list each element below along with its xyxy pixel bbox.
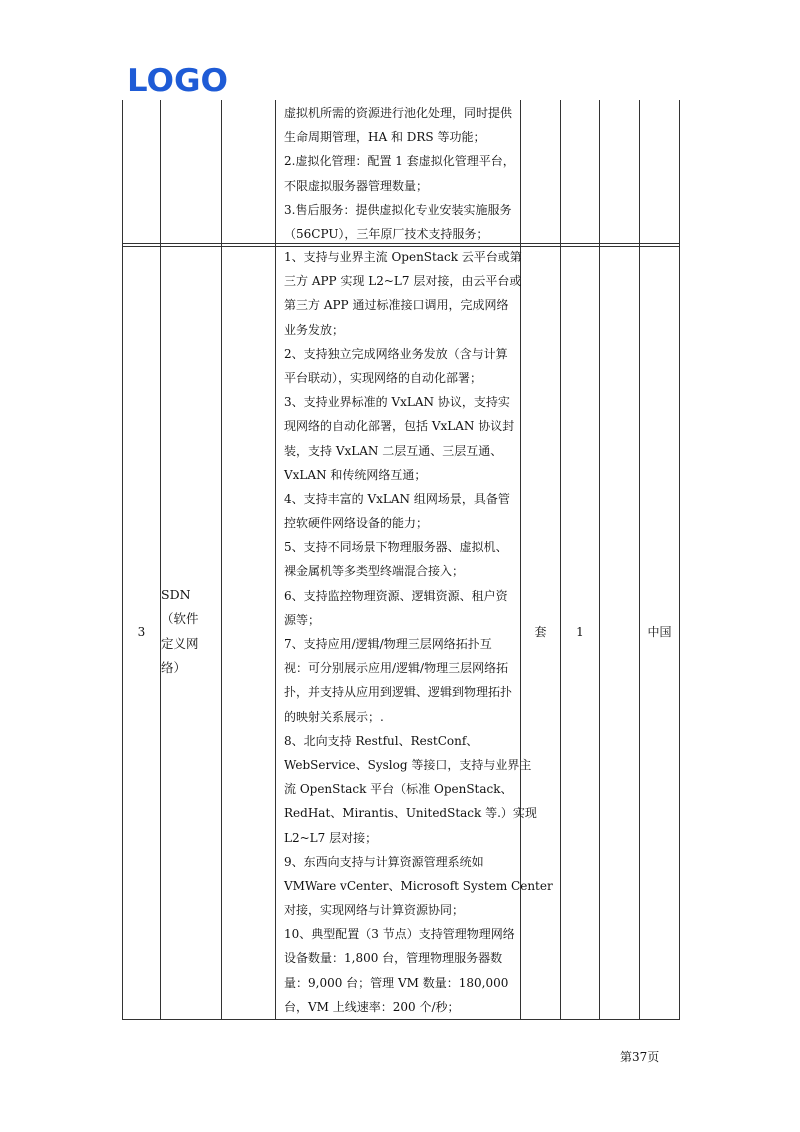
spec-line: 4、支持丰富的 VxLAN 组网场景，具备管 (284, 491, 510, 506)
spec-table-row-3 (122, 243, 680, 1020)
brand-cell (600, 100, 640, 247)
index-cell (123, 100, 161, 247)
spec-line: 8、北向支持 Restful、RestConf、 (284, 733, 479, 748)
spec-line: 平台联动），实现网络的自动化部署； (284, 370, 483, 385)
spec-line: 量：9,000 台；管理 VM 数量：180,000 (284, 975, 509, 990)
brand-cell (600, 244, 640, 1020)
spec-line: 控软硬件网络设备的能力； (284, 516, 429, 531)
name-line: SDN (161, 587, 191, 603)
quantity-cell (561, 100, 600, 247)
spec-line: 三方 APP 实现 L2~L7 层对接，由云平台或 (284, 274, 522, 289)
name-line: 定义网 (161, 635, 199, 651)
name-cell (161, 244, 222, 1020)
name-cell (161, 100, 222, 247)
spec-line: RedHat、Mirantis、UnitedStack 等.）实现 (284, 806, 537, 821)
name-line: （软件 (161, 611, 199, 627)
logo-text: LOGO (127, 63, 228, 99)
spec-line: 3、支持业界标准的 VxLAN 协议，支持实 (284, 395, 510, 410)
spec-line: 2.虚拟化管理：配置 1 套虚拟化管理平台， (284, 154, 515, 169)
spec-line: 现网络的自动化部署，包括 VxLAN 协议封 (284, 419, 515, 434)
spec-line: 生命周期管理，HA 和 DRS 等功能； (284, 130, 486, 145)
spec-line: 6、支持监控物理资源、逻辑资源、租户资 (284, 588, 508, 603)
spec-line: 源等； (284, 612, 321, 627)
spec-line: 5、支持不同场景下物理服务器、虚拟机、 (284, 540, 508, 555)
spec-line: 设备数量：1,800 台，管理物理服务器数 (284, 951, 503, 966)
spec-line: 第三方 APP 通过标准接口调用，完成网络 (284, 298, 509, 313)
spec-line: 业务发放； (284, 322, 345, 337)
index-cell: 3 (123, 244, 161, 1020)
spec-line: （56CPU），三年原厂技术支持服务； (284, 226, 489, 241)
spec-line: 扑，并支持从应用到逻辑、逻辑到物理拓扑 (284, 685, 513, 700)
spec-line: 10、典型配置（3 节点）支持管理物理网络 (284, 927, 515, 942)
spec-line: 7、支持应用/逻辑/物理三层网络拓扑互 (284, 637, 492, 651)
unit-cell (521, 100, 561, 247)
spec-line: 裸金属机等多类型终端混合接入； (284, 564, 465, 579)
spec-cell (276, 100, 521, 247)
spec-cell (276, 244, 553, 1020)
spec-line: 台，VM 上线速率：200 个/秒； (284, 999, 460, 1014)
name-line: 络） (161, 659, 187, 675)
quantity-cell: 1 (561, 244, 600, 1020)
origin-cell: 中国 (640, 244, 680, 1020)
spec-line: 的映射关系展示；. (284, 709, 384, 724)
spec-line: VxLAN 和传统网络互通； (284, 467, 427, 482)
spec-table-continued (122, 100, 680, 247)
spec-line: 装，支持 VxLAN 二层互通、三层互通、 (284, 443, 503, 458)
model-cell (222, 244, 276, 1020)
spec-line: 虚拟机所需的资源进行池化处理，同时提供 (284, 106, 513, 120)
table-row (123, 244, 680, 1020)
spec-line: 对接，实现网络与计算资源协同； (284, 903, 465, 918)
spec-line: L2~L7 层对接； (284, 830, 378, 845)
spec-line: 流 OpenStack 平台（标准 OpenStack、 (284, 782, 513, 797)
spec-line: 视：可分别展示应用/逻辑/物理三层网络拓 (284, 661, 509, 676)
table-row (123, 100, 680, 247)
spec-line: 3.售后服务：提供虚拟化专业安装实施服务 (284, 202, 512, 217)
spec-line: 1、支持与业界主流 OpenStack 云平台或第 (284, 250, 522, 264)
origin-cell (640, 100, 680, 247)
model-cell (222, 100, 276, 247)
unit-cell: 套 (521, 244, 561, 1020)
page-number: 第37页 (620, 1050, 660, 1064)
spec-line: 不限虚拟服务器管理数量； (284, 178, 429, 193)
logo (127, 63, 229, 99)
spec-line: VMWare vCenter、Microsoft System Center (284, 878, 553, 893)
spec-line: WebService、Syslog 等接口，支持与业界主 (284, 757, 532, 772)
spec-line: 9、东西向支持与计算资源管理系统如 (284, 854, 484, 869)
spec-line: 2、支持独立完成网络业务发放（含与计算 (284, 346, 508, 361)
